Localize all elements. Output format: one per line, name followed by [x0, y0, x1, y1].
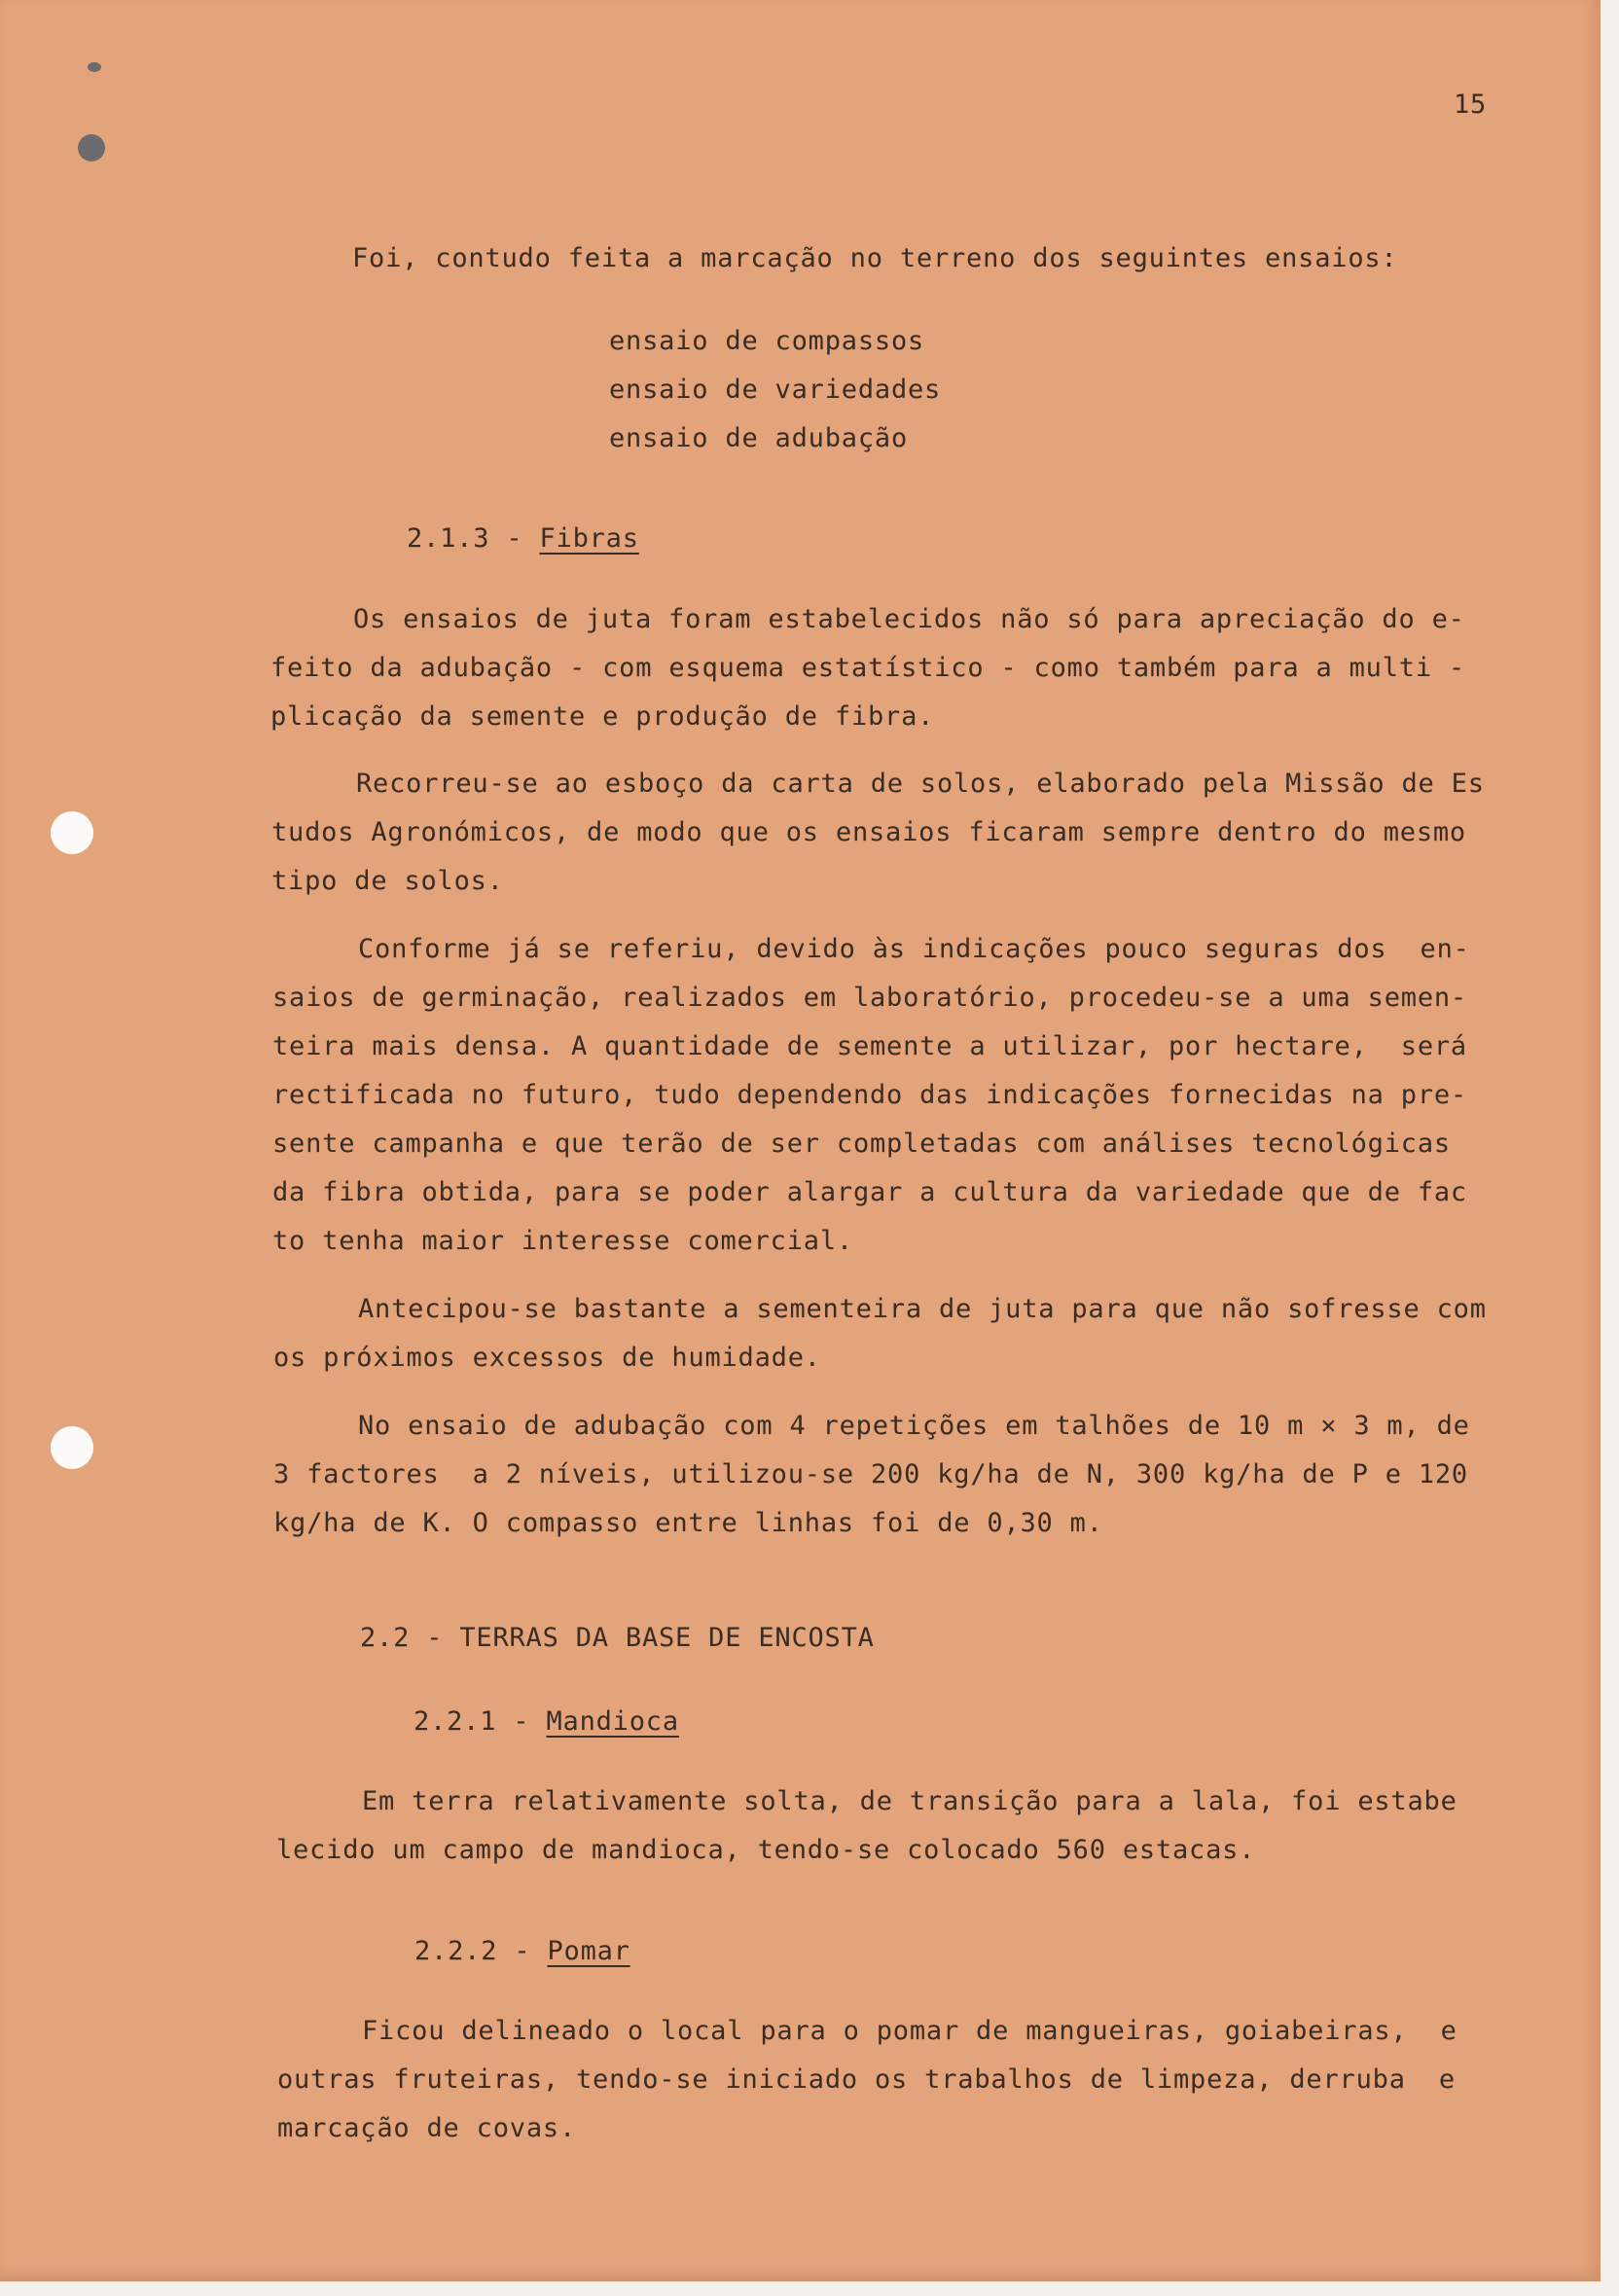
paragraph-line: No ensaio de adubação com 4 repetições em talhões de 10 m × 3 m, de	[358, 1411, 1470, 1441]
paragraph-line: sente campanha e que terão de ser completadas com análises tecnológicas	[272, 1129, 1451, 1159]
paragraph-line: lecido um campo de mandioca, tendo-se colocado 560 estacas.	[276, 1835, 1256, 1865]
punch-hole-lower	[51, 1426, 93, 1469]
trial-item: ensaio de adubação	[609, 423, 908, 453]
section-number: 2.2.2 -	[414, 1936, 548, 1966]
section-title: Pomar	[547, 1936, 630, 1966]
paragraph-line: Os ensaios de juta foram estabelecidos não só para apreciação do e-	[353, 604, 1465, 634]
paragraph-line: tipo de solos.	[271, 866, 504, 896]
section-number: 2.2.1 -	[414, 1706, 547, 1737]
paragraph-line: 3 factores a 2 níveis, utilizou-se 200 kg/ha de N, 300 kg/ha de P e 120	[273, 1459, 1468, 1489]
trial-item: ensaio de variedades	[609, 375, 942, 405]
trial-item: ensaio de compassos	[609, 326, 925, 356]
paragraph-line: tudos Agronómicos, de modo que os ensaios ficaram sempre dentro do mesmo	[271, 817, 1466, 847]
paragraph-line: Em terra relativamente solta, de transição para a lala, foi estabe	[362, 1786, 1457, 1816]
section-number: 2.1.3 -	[407, 523, 540, 554]
paragraph-line: da fibra obtida, para se poder alargar a cultura da variedade que de fac	[272, 1177, 1467, 1207]
paragraph-line: Recorreu-se ao esboço da carta de solos, elaborado pela Missão de Es	[356, 769, 1485, 799]
paragraph-line: to tenha maior interesse comercial.	[272, 1226, 853, 1256]
paragraph-line: kg/ha de K. O compasso entre linhas foi de 0,30 m.	[273, 1508, 1103, 1538]
section-heading-2-2-1	[414, 1708, 679, 1735]
binder-mark-bottom	[78, 134, 105, 161]
section-heading-2-2: 2.2 - TERRAS DA BASE DE ENCOSTA	[360, 1623, 875, 1653]
paragraph-line: plicação da semente e produção de fibra.	[270, 701, 935, 732]
paragraph-line: feito da adubação - com esquema estatístico - como também para a multi -	[270, 653, 1465, 683]
paragraph-line: rectificada no futuro, tudo dependendo das indicações fornecidas na pre-	[272, 1080, 1467, 1110]
paragraph-line: Ficou delineado o local para o pomar de mangueiras, goiabeiras, e	[362, 2016, 1457, 2046]
paragraph-line: Conforme já se referiu, devido às indicações pouco seguras dos en-	[358, 934, 1470, 964]
section-title: Mandioca	[546, 1706, 679, 1737]
binder-mark-top	[88, 62, 101, 72]
page-number: 15	[1454, 90, 1488, 120]
punch-hole-upper	[51, 811, 93, 854]
section-heading-2-2-2	[414, 1938, 630, 1964]
paragraph-line: Antecipou-se bastante a sementeira de juta para que não sofresse com	[358, 1294, 1487, 1324]
paragraph-line: os próximos excessos de humidade.	[273, 1343, 821, 1373]
paragraph-line: teira mais densa. A quantidade de semente a utilizar, por hectare, será	[272, 1031, 1467, 1061]
section-title: Fibras	[539, 523, 639, 554]
intro-line: Foi, contudo feita a marcação no terreno dos seguintes ensaios:	[352, 243, 1398, 273]
paragraph-line: marcação de covas.	[277, 2113, 576, 2143]
paragraph-line: saios de germinação, realizados em laboratório, procedeu-se a uma semen-	[272, 983, 1467, 1013]
section-heading-2-1-3	[407, 525, 639, 552]
paragraph-line: outras fruteiras, tendo-se iniciado os trabalhos de limpeza, derruba e	[277, 2064, 1456, 2095]
